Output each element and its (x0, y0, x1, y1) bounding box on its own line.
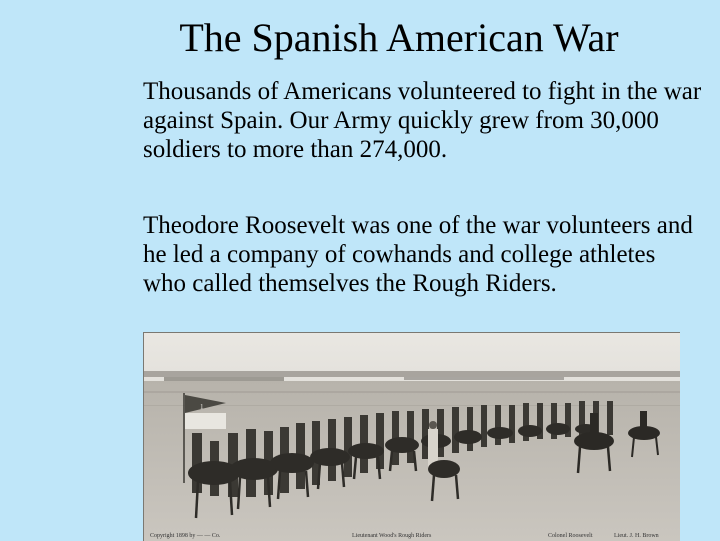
photo-caption-lieutenant: Lieut. J. H. Brown (614, 533, 659, 539)
paragraph-volunteers: Thousands of Americans volunteered to fight in the war against Spain. Our Army quickly grew from 30,000 soldiers to more than 274,000. (143, 78, 702, 163)
rough-riders-photo-illustration (144, 333, 680, 541)
photo-caption-colonel: Colonel Roosevelt (548, 533, 593, 539)
paragraph-rough-riders: Theodore Roosevelt was one of the war volunteers and he led a company of cowhands and college athletes who called themselves the Rough Riders. (143, 212, 693, 297)
photo-caption-title: Lieutenant Wood's Rough Riders (352, 533, 432, 539)
rough-riders-photo (143, 332, 680, 541)
photo-caption-copyright: Copyright 1898 by — — Co. (150, 533, 221, 539)
slide-title: The Spanish American War (179, 15, 619, 60)
svg-text:1: 1 (200, 403, 204, 411)
